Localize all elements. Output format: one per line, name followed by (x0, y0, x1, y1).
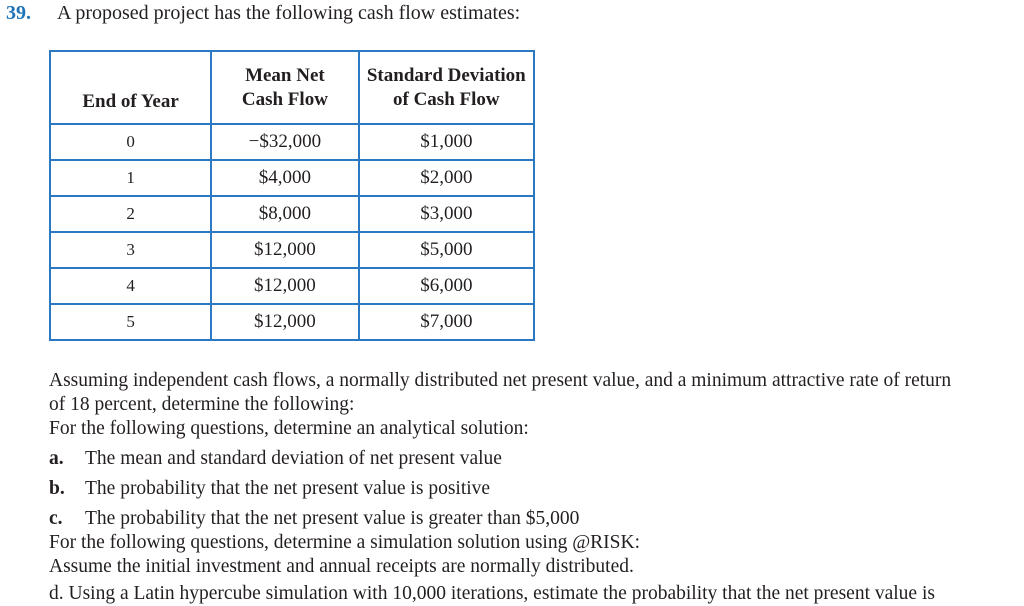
cell-mean: $12,000 (211, 232, 358, 268)
table-row (50, 268, 534, 304)
table-row (50, 232, 534, 268)
problem-intro: A proposed project has the following cash flow estimates: (57, 2, 521, 24)
cell-year: 0 (50, 124, 211, 160)
question-a-text: The mean and standard deviation of net present value (85, 448, 502, 469)
header-end-of-year: End of Year (50, 51, 211, 124)
table-row (50, 160, 534, 196)
assumption-line2: of 18 percent, determine the following: (49, 394, 355, 415)
question-c-label: c. (49, 508, 63, 529)
question-b-text: The probability that the net present value is positive (85, 478, 491, 499)
header-sd-line1: Standard Deviation (366, 64, 526, 86)
header-sd-line2: of Cash Flow (393, 88, 500, 110)
cell-mean: $4,000 (211, 160, 358, 196)
cell-year: 3 (50, 232, 211, 268)
assumption-line1: Assuming independent cash flows, a normally distributed net present value, and a minimum attractive rate of return (49, 370, 952, 391)
question-a (49, 447, 951, 471)
cell-sd: $5,000 (359, 232, 534, 268)
simulation-intro: For the following questions, determine a simulation solution using @RISK: (49, 532, 641, 553)
cell-year: 2 (50, 196, 211, 232)
cash-flow-table (49, 50, 535, 341)
table-row (50, 304, 534, 340)
cell-sd: $6,000 (359, 268, 534, 304)
cell-sd: $3,000 (359, 196, 534, 232)
question-a-label: a. (49, 448, 64, 469)
cell-mean: $12,000 (211, 268, 358, 304)
cell-sd: $1,000 (359, 124, 534, 160)
table-row (50, 124, 534, 160)
truncated-question-d: d. Using a Latin hypercube simulation with 10,000 iterations, estimate the probability that the net present value is (49, 583, 935, 604)
header-mean-line2: Cash Flow (241, 88, 328, 110)
question-b-label: b. (49, 478, 65, 499)
header-mean-net-cash-flow (211, 51, 358, 124)
header-standard-deviation (359, 51, 534, 124)
cell-mean: $12,000 (211, 304, 358, 340)
cell-sd: $7,000 (359, 304, 534, 340)
header-mean-line1: Mean Net (245, 64, 325, 86)
cell-year: 5 (50, 304, 211, 340)
problem-number: 39. (6, 2, 31, 24)
table-row (50, 196, 534, 232)
cell-year: 4 (50, 268, 211, 304)
cell-year: 1 (50, 160, 211, 196)
table-header-row (50, 51, 534, 124)
cell-mean: −$32,000 (211, 124, 358, 160)
cell-mean: $8,000 (211, 196, 358, 232)
question-c (49, 507, 951, 531)
analytical-intro: For the following questions, determine an analytical solution: (49, 418, 529, 439)
question-c-text: The probability that the net present value is greater than $5,000 (85, 508, 580, 529)
simulation-assumption: Assume the initial investment and annual receipts are normally distributed. (49, 556, 634, 577)
question-b (49, 477, 951, 501)
cell-sd: $2,000 (359, 160, 534, 196)
problem-body (49, 369, 951, 579)
